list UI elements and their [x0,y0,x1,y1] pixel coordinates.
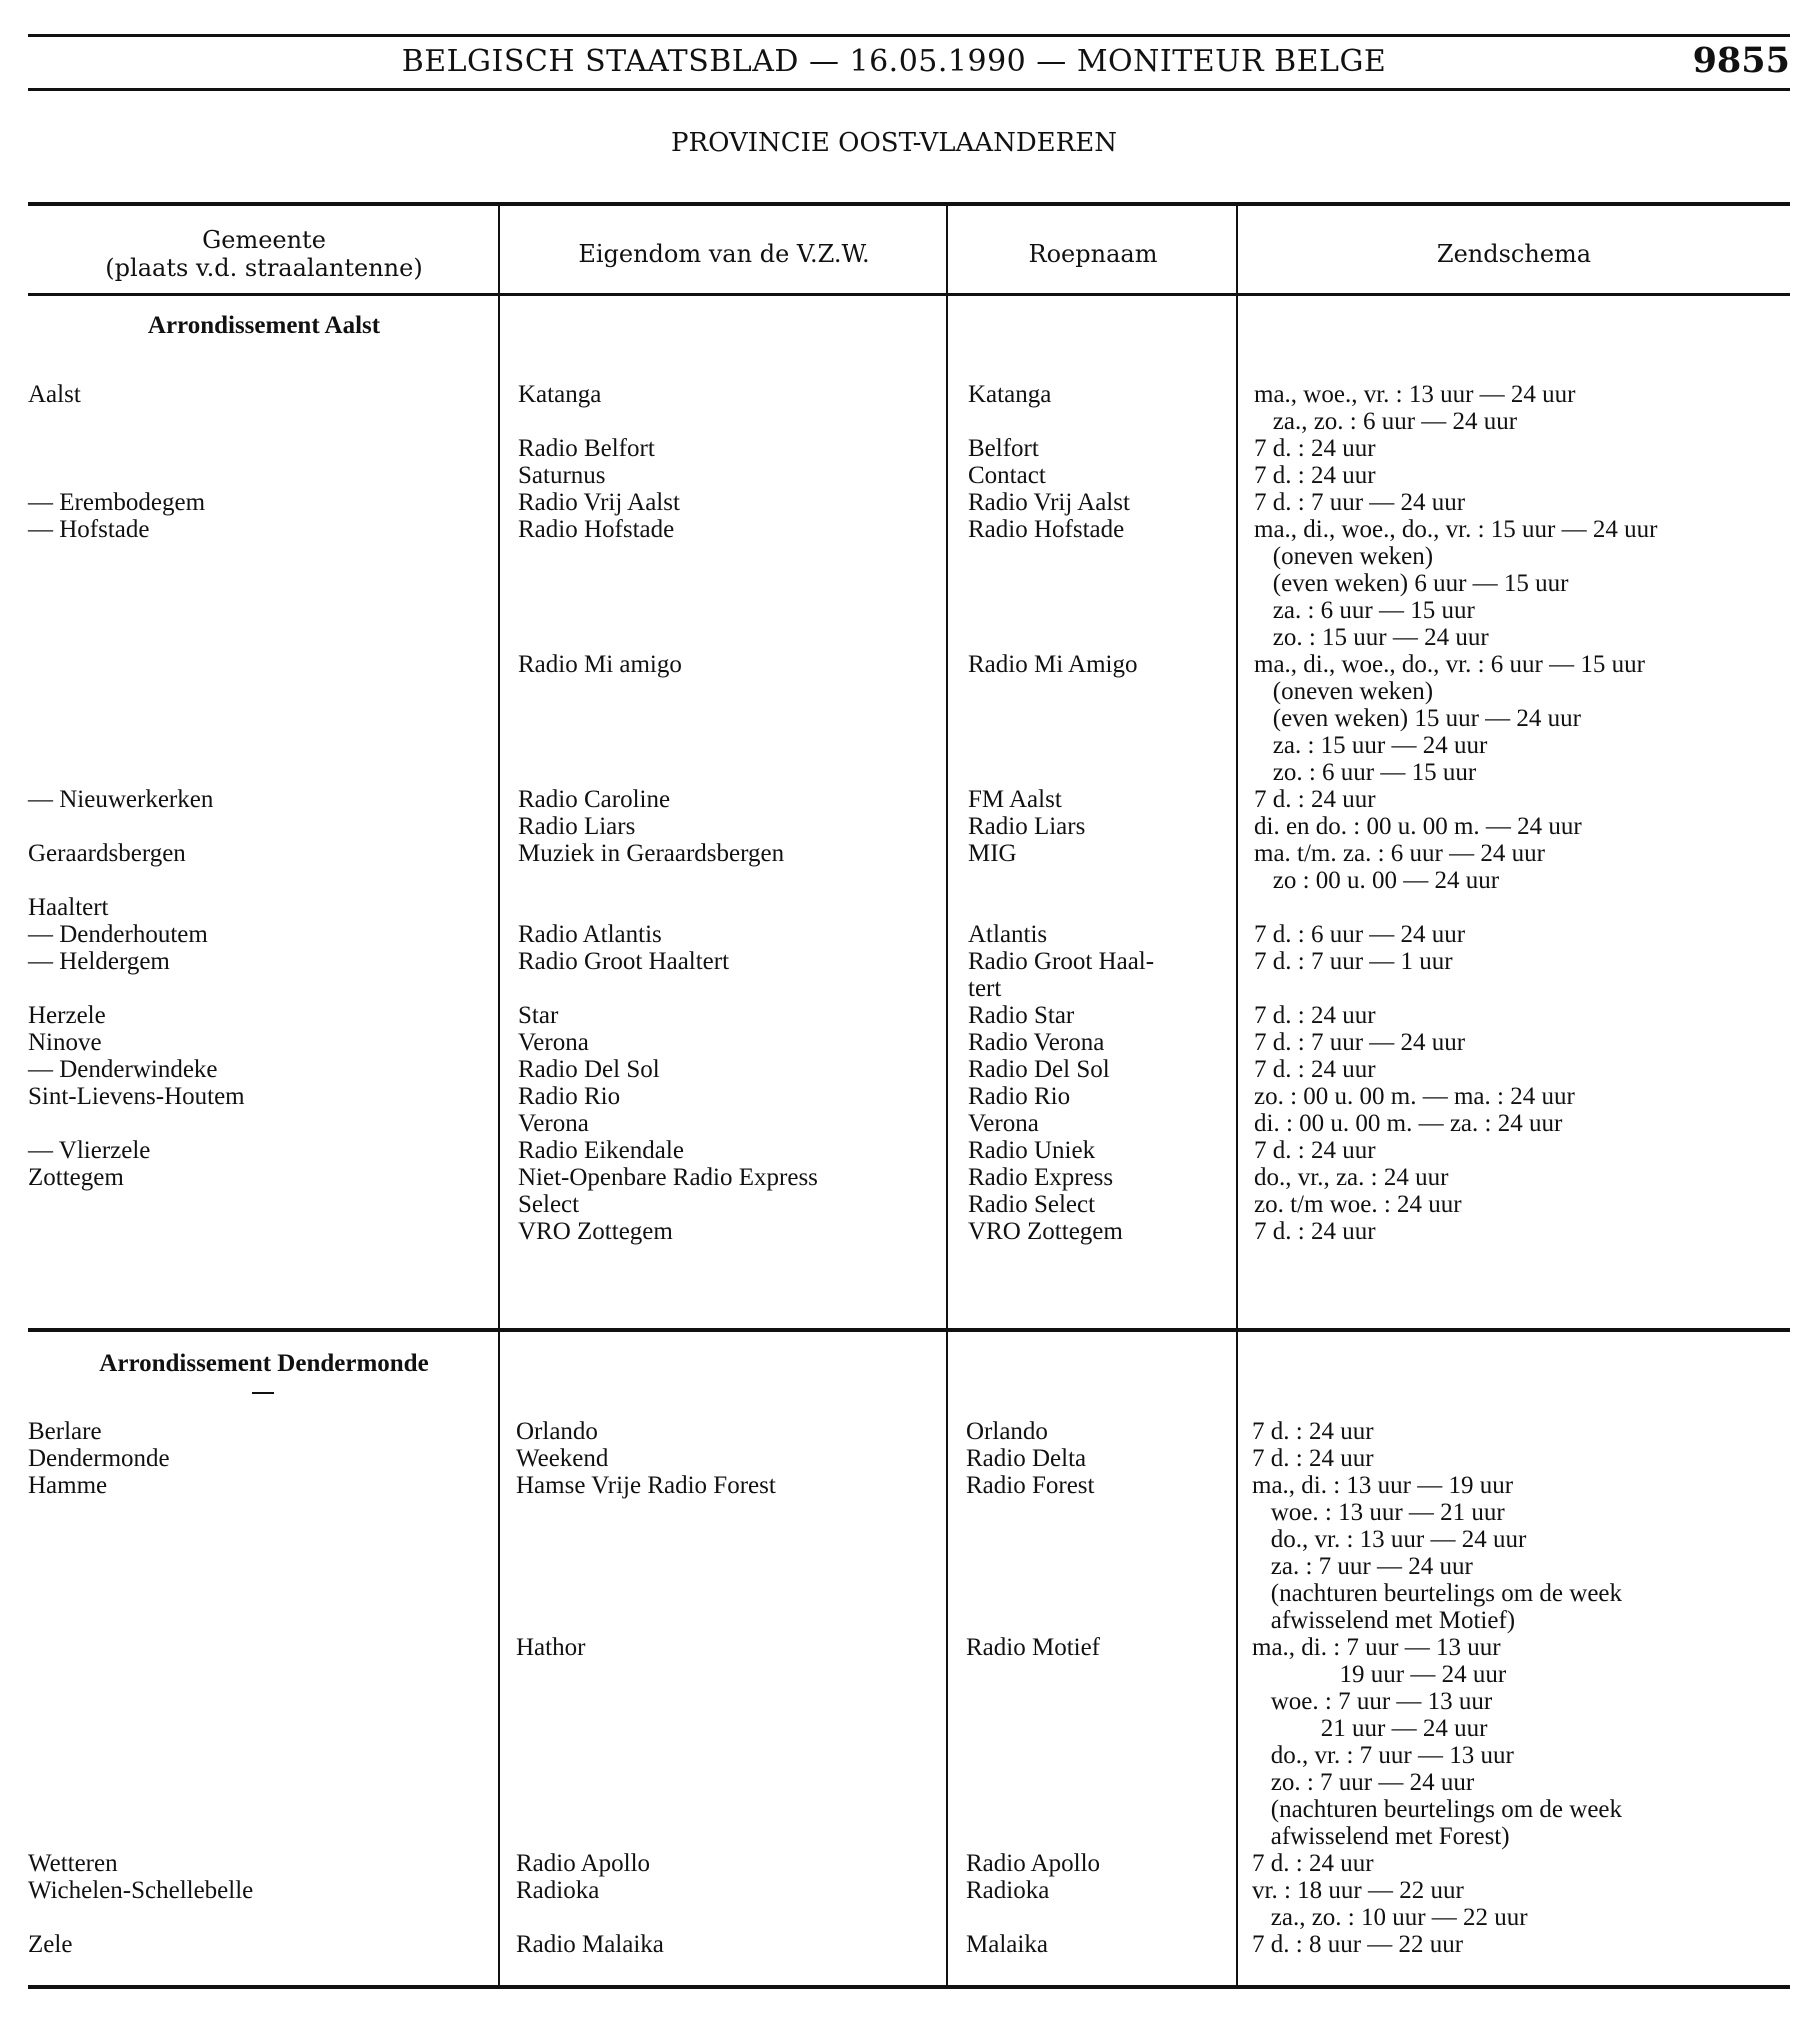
dendermonde-title-mark [252,1392,274,1394]
gazette-title: BELGISCH STAATSBLAD — 16.05.1990 — MONITEUR BELGE [401,44,1387,79]
column-header-zendschema [1238,214,1790,294]
column-header-gemeente [28,214,500,294]
column-divider-1 [498,204,500,1985]
dendermonde-eigendom-column: Orlando Weekend Hamse Vrije Radio Forest Hathor Radio Apollo Radioka Radio Malaika [516,1418,776,1958]
table-top-rule [28,202,1790,206]
dendermonde-roepnaam-column: Orlando Radio Delta Radio Forest Radio Motief Radio Apollo Radioka Malaika [966,1418,1101,1958]
column-header-roepnaam-text: Roepnaam [1028,240,1158,268]
header-top-rule [28,34,1790,37]
aalst-gemeente-column: Aalst — Erembodegem — Hofstade — Nieuwerkerken Geraardsbergen Haaltert — Denderhoutem — Heldergem Herzele Ninove — Denderwindeke Sint-Lievens-Houtem — Vlierzele Zottegem [28,381,245,1191]
aalst-eigendom-column: Katanga Radio Belfort Saturnus Radio Vrij Aalst Radio Hofstade Radio Mi amigo Radio Caroline Radio Liars Muziek in Geraardsbergen Radio Atlantis Radio Groot Haaltert Star Verona Radio Del Sol Radio Rio Verona Radio Eikendale Niet-Openbare Radio Express Select VRO Zottegem [518,381,818,1245]
header-bottom-rule [28,88,1790,91]
aalst-roepnaam-column: Katanga Belfort Contact Radio Vrij Aalst Radio Hofstade Radio Mi Amigo FM Aalst Radio Liars MIG Atlantis Radio Groot Haal- tert Radio Star Radio Verona Radio Del Sol Radio Rio Verona Radio Uniek Radio Express Radio Select VRO Zottegem [968,381,1155,1245]
dendermonde-zendschema-column: 7 d. : 24 uur 7 d. : 24 uur ma., di. : 13 uur — 19 uur woe. : 13 uur — 21 uur do., vr. : 13 uur — 24 uur za. : 7 uur — 24 uur (nachturen beurtelings om de week afwisselend met Motief) ma., di. : 7 uur — 13 uur 19 uur — 24 uur woe. : 7 uur — 13 uur 21 uur — 24 uur do., vr. : 7 uur — 13 uur zo. : 7 uur — 24 uur (nachturen beurtelings om de week afwisselend met Forest) 7 d. : 24 uur vr. : 18 uur — 22 uur za., zo. : 10 uur — 22 uur 7 d. : 8 uur — 22 uur [1252,1418,1623,1958]
column-header-eigendom [500,214,948,294]
column-header-eigendom-text: Eigendom van de V.Z.W. [578,240,870,268]
province-title: PROVINCIE OOST-VLAANDEREN [671,128,1117,158]
column-divider-2 [946,204,948,1985]
aalst-zendschema-column: ma., woe., vr. : 13 uur — 24 uur za., zo. : 6 uur — 24 uur 7 d. : 24 uur 7 d. : 24 uur 7 d. : 7 uur — 24 uur ma., di., woe., do., vr. : 15 uur — 24 uur (oneven weken) (even weken) 6 uur — 15 uur za. : 6 uur — 15 uur zo. : 15 uur — 24 uur ma., di., woe., do., vr. : 6 uur — 15 uur (oneven weken) (even weken) 15 uur — 24 uur za. : 15 uur — 24 uur zo. : 6 uur — 15 uur 7 d. : 24 uur di. en do. : 00 u. 00 m. — 24 uur ma. t/m. za. : 6 uur — 24 uur zo : 00 u. 00 — 24 uur 7 d. : 6 uur — 24 uur 7 d. : 7 uur — 1 uur 7 d. : 24 uur 7 d. : 7 uur — 24 uur 7 d. : 24 uur zo. : 00 u. 00 m. — ma. : 24 uur di. : 00 u. 00 m. — za. : 24 uur 7 d. : 24 uur do., vr., za. : 24 uur zo. t/m woe. : 24 uur 7 d. : 24 uur [1254,381,1658,1245]
column-divider-3 [1236,204,1238,1985]
dendermonde-gemeente-column: Berlare Dendermonde Hamme Wetteren Wichelen-Schellebelle Zele [28,1418,254,1958]
arrondissement-title-aalst: Arrondissement Aalst [147,312,381,339]
column-header-roepnaam [948,214,1238,294]
column-header-zendschema-text: Zendschema [1436,240,1592,268]
page-number: 9855 [1692,40,1790,81]
arrondissement-separator [28,1328,1790,1332]
table-bottom-rule [28,1985,1790,1989]
arrondissement-title-dendermonde: Arrondissement Dendermonde [99,1350,429,1377]
column-header-gemeente-text: Gemeente (plaats v.d. straalantenne) [105,226,423,282]
